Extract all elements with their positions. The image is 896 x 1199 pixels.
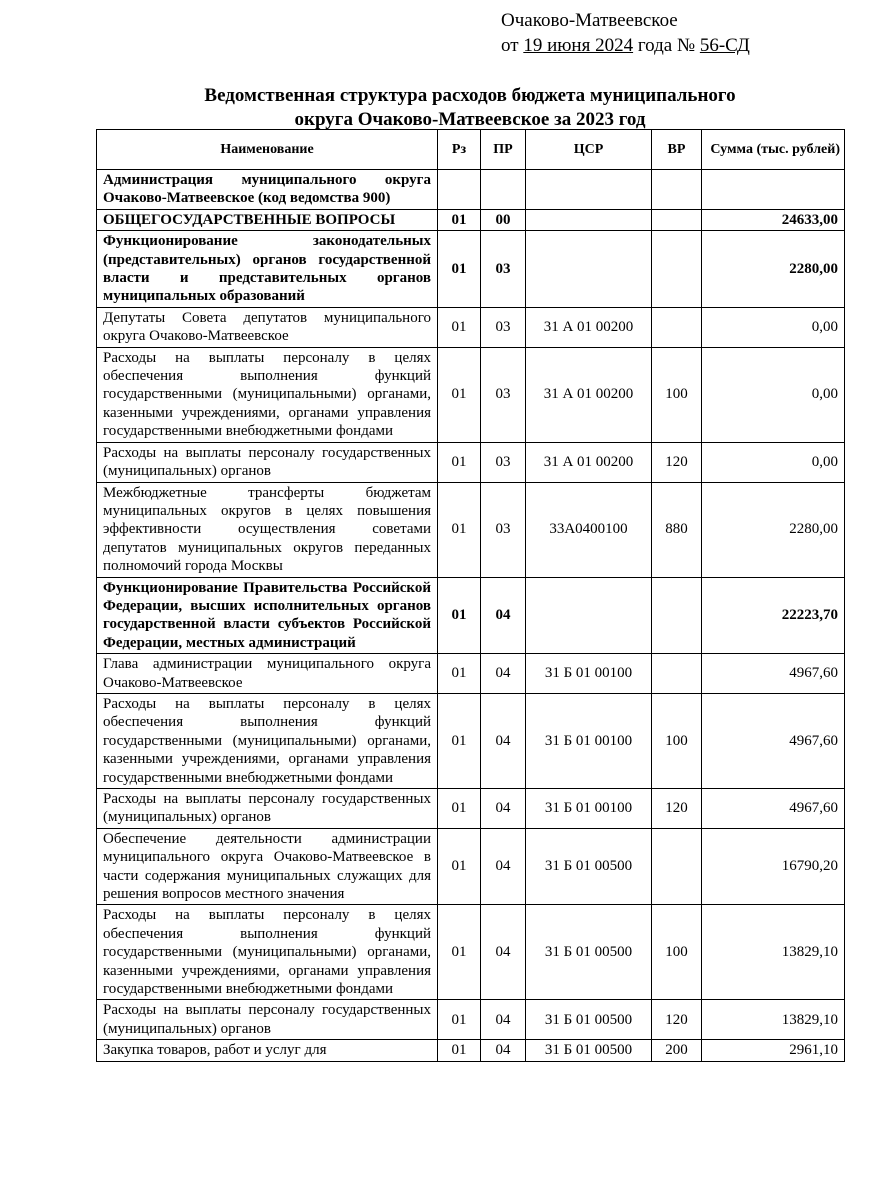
budget-table-body [97,170,845,1062]
cell-pr: 04 [481,828,526,905]
document-title-line-2: округа Очаково-Матвеевское за 2023 год [294,109,646,130]
cell-rz: 01 [438,231,481,308]
column-header-csr: ЦСР [526,130,652,170]
cell-rz: 01 [438,209,481,230]
decision-number: 56-СД [699,35,750,56]
cell-csr: 33А0400100 [526,482,652,577]
column-header-rz: Рз [438,130,481,170]
cell-pr: 03 [481,307,526,347]
cell-pr: 03 [481,482,526,577]
cell-vr: 120 [652,789,702,829]
document-decision-line [501,34,750,58]
cell-csr [526,170,652,210]
cell-vr [652,170,702,210]
table-row [97,231,845,308]
cell-vr [652,577,702,654]
column-header-sum [702,130,845,170]
table-row [97,654,845,694]
cell-rz: 01 [438,654,481,694]
cell-vr: 120 [652,1000,702,1040]
cell-name: Глава администрации муниципального округа Очаково-Матвеевское [97,654,438,694]
cell-sum: 16790,20 [702,828,845,905]
cell-pr: 00 [481,209,526,230]
cell-sum: 0,00 [702,347,845,442]
table-row [97,693,845,788]
cell-vr [652,231,702,308]
table-row [97,905,845,1000]
cell-sum: 13829,10 [702,905,845,1000]
cell-rz: 01 [438,577,481,654]
cell-pr: 04 [481,654,526,694]
decision-prefix: от [501,35,524,56]
table-row [97,442,845,482]
cell-name: ОБЩЕГОСУДАРСТВЕННЫЕ ВОПРОСЫ [97,209,438,230]
budget-table [96,129,845,1062]
cell-pr [481,170,526,210]
cell-name: Закупка товаров, работ и услуг для [97,1040,438,1061]
cell-pr: 04 [481,905,526,1000]
cell-pr: 03 [481,347,526,442]
cell-sum: 0,00 [702,442,845,482]
cell-pr: 03 [481,442,526,482]
cell-sum: 0,00 [702,307,845,347]
cell-sum: 4967,60 [702,693,845,788]
cell-pr: 03 [481,231,526,308]
cell-rz: 01 [438,347,481,442]
cell-rz: 01 [438,442,481,482]
cell-csr: 31 Б 01 00100 [526,693,652,788]
cell-vr [652,307,702,347]
cell-rz: 01 [438,693,481,788]
cell-name: Расходы на выплаты персоналу государственных (муниципальных) органов [97,789,438,829]
cell-csr [526,577,652,654]
cell-name: Расходы на выплаты персоналу в целях обеспечения выполнения функций государственными (муниципальными) органами, казенными учреждениями, органами управления государственными внебюджетными фондами [97,347,438,442]
cell-csr: 31 Б 01 00500 [526,828,652,905]
table-row [97,828,845,905]
cell-pr: 04 [481,693,526,788]
cell-name: Функционирование законодательных (представительных) органов государственной власти и представительных органов муниципальных образований [97,231,438,308]
cell-rz: 01 [438,1000,481,1040]
cell-sum: 2961,10 [702,1040,845,1061]
cell-sum: 22223,70 [702,577,845,654]
column-header-sum-text: Сумма (тыс. рублей) [710,141,840,157]
table-row [97,577,845,654]
cell-csr: 31 Б 01 00500 [526,1040,652,1061]
cell-csr [526,231,652,308]
cell-csr: 31 Б 01 00100 [526,789,652,829]
table-row [97,1000,845,1040]
cell-name: Обеспечение деятельности администрации муниципального округа Очаково-Матвеевское в части содержания муниципальных служащих для решения вопросов местного значения [97,828,438,905]
table-row [97,307,845,347]
cell-name: Расходы на выплаты персоналу государственных (муниципальных) органов [97,1000,438,1040]
cell-rz: 01 [438,482,481,577]
table-row [97,789,845,829]
table-row [97,347,845,442]
cell-vr [652,828,702,905]
cell-name: Администрация муниципального округа Очаково-Матвеевское (код ведомства 900) [97,170,438,210]
cell-name: Межбюджетные трансферты бюджетам муниципальных округов в целях повышения эффективности осуществления советами депутатов муниципальных округов переданных полномочий города Москвы [97,482,438,577]
cell-vr [652,209,702,230]
cell-csr: 31 А 01 00200 [526,442,652,482]
decision-date: 19 июня 2024 [523,35,634,56]
cell-csr: 31 Б 01 00500 [526,1000,652,1040]
cell-rz: 01 [438,828,481,905]
cell-rz: 01 [438,1040,481,1061]
cell-pr: 04 [481,1000,526,1040]
cell-pr: 04 [481,1040,526,1061]
cell-vr: 880 [652,482,702,577]
decision-mid: года № [633,35,700,56]
table-header-row [97,130,845,170]
cell-sum: 4967,60 [702,789,845,829]
table-row [97,170,845,210]
table-row [97,209,845,230]
cell-vr: 100 [652,693,702,788]
table-row [97,482,845,577]
cell-vr: 200 [652,1040,702,1061]
cell-name: Функционирование Правительства Российской Федерации, высших исполнительных органов государственной власти субъектов Российской Федерации, местных администраций [97,577,438,654]
cell-vr: 120 [652,442,702,482]
cell-csr: 31 Б 01 00100 [526,654,652,694]
cell-name: Расходы на выплаты персоналу государственных (муниципальных) органов [97,442,438,482]
cell-rz: 01 [438,789,481,829]
document-title-line-1: Ведомственная структура расходов бюджета муниципального [204,85,736,106]
cell-name: Расходы на выплаты персоналу в целях обеспечения выполнения функций государственными (муниципальными) органами, казенными учреждениями, органами управления государственными внебюджетными фондами [97,905,438,1000]
cell-sum: 4967,60 [702,654,845,694]
cell-name: Депутаты Совета депутатов муниципального округа Очаково-Матвеевское [97,307,438,347]
cell-rz [438,170,481,210]
document-title [96,84,844,132]
cell-name: Расходы на выплаты персоналу в целях обеспечения выполнения функций государственными (муниципальными) органами, казенными учреждениями, органами управления государственными внебюджетными фондами [97,693,438,788]
column-header-name: Наименование [97,130,438,170]
cell-rz: 01 [438,905,481,1000]
cell-rz: 01 [438,307,481,347]
cell-csr: 31 Б 01 00500 [526,905,652,1000]
cell-vr: 100 [652,905,702,1000]
document-place: Очаково-Матвеевское [501,10,678,31]
cell-csr [526,209,652,230]
cell-sum [702,170,845,210]
column-header-pr: ПР [481,130,526,170]
column-header-vr: ВР [652,130,702,170]
table-row [97,1040,845,1061]
cell-csr: 31 А 01 00200 [526,347,652,442]
cell-sum: 24633,00 [702,209,845,230]
cell-vr [652,654,702,694]
cell-pr: 04 [481,577,526,654]
cell-sum: 13829,10 [702,1000,845,1040]
cell-pr: 04 [481,789,526,829]
cell-csr: 31 А 01 00200 [526,307,652,347]
cell-sum: 2280,00 [702,482,845,577]
cell-vr: 100 [652,347,702,442]
cell-sum: 2280,00 [702,231,845,308]
